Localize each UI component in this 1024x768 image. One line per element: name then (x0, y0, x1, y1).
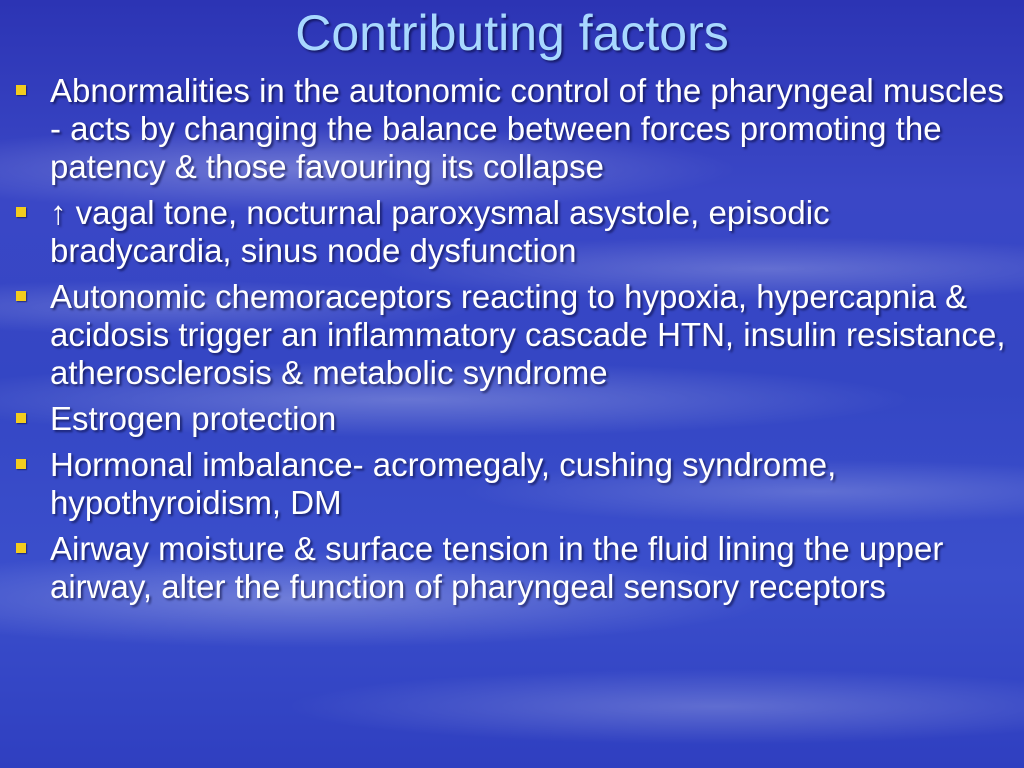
square-bullet-icon (16, 459, 26, 469)
bullet-item (14, 530, 1010, 606)
bullet-text: Abnormalities in the autonomic control of the pharyngeal muscles - acts by changing the balance between forces promoting the patency & those favouring its collapse (50, 72, 1004, 185)
bullet-item (14, 194, 1010, 270)
bullet-item (14, 400, 1010, 438)
bullet-text: Hormonal imbalance- acromegaly, cushing syndrome, hypothyroidism, DM (50, 446, 837, 521)
bullet-item (14, 278, 1010, 392)
bullet-item (14, 72, 1010, 186)
bullet-text: Estrogen protection (50, 400, 337, 437)
slide-title: Contributing factors (295, 5, 729, 61)
square-bullet-icon (16, 413, 26, 423)
bullet-item (14, 446, 1010, 522)
bullet-text: Airway moisture & surface tension in the fluid lining the upper airway, alter the function of pharyngeal sensory receptors (50, 530, 944, 605)
bullet-list (14, 72, 1010, 614)
square-bullet-icon (16, 543, 26, 553)
bullet-text: Autonomic chemoraceptors reacting to hypoxia, hypercapnia & acidosis trigger an inflammatory cascade HTN, insulin resistance, atherosclerosis & metabolic syndrome (50, 278, 1006, 391)
square-bullet-icon (16, 207, 26, 217)
square-bullet-icon (16, 85, 26, 95)
square-bullet-icon (16, 291, 26, 301)
bullet-text: ↑ vagal tone, nocturnal paroxysmal asystole, episodic bradycardia, sinus node dysfunction (50, 194, 830, 269)
